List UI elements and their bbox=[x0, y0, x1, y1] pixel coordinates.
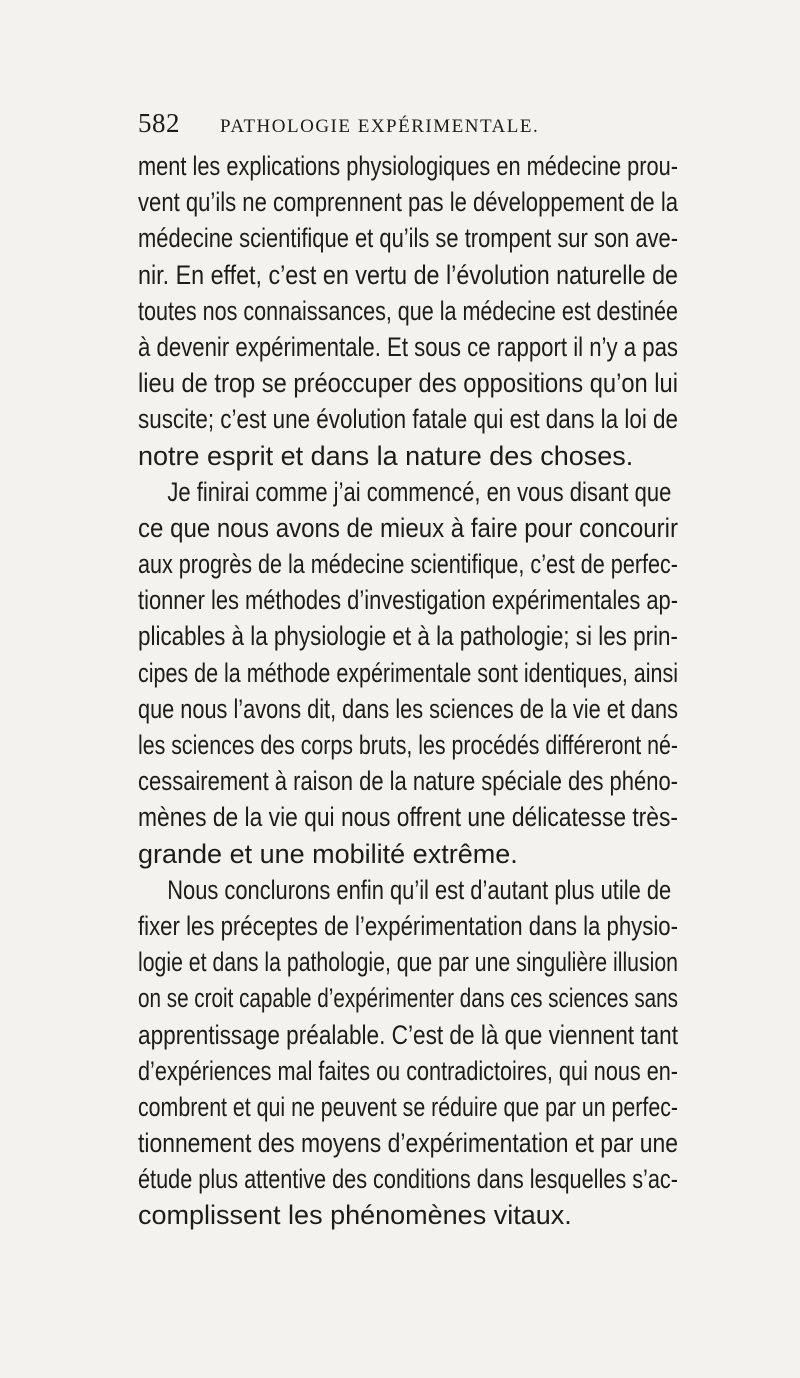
text-line: combrent et qui ne peuvent se réduire que par un perfec- bbox=[138, 1091, 678, 1122]
text-line: tionner les méthodes d’investigation expérimentales ap- bbox=[138, 585, 678, 616]
text-line: cessairement à raison de la nature spéciale des phéno- bbox=[138, 766, 678, 797]
text-line: suscite; c’est une évolution fatale qui est dans la loi de bbox=[138, 404, 678, 435]
text-line: fixer les préceptes de l’expérimentation dans la physio- bbox=[138, 910, 678, 941]
text-line: plicables à la physiologie et à la pathologie; si les prin- bbox=[138, 621, 678, 652]
text-line: on se croit capable d’expérimenter dans ces sciences sans bbox=[138, 983, 678, 1014]
text-line: lieu de trop se préoccuper des oppositions qu’on lui bbox=[138, 368, 678, 399]
page-header bbox=[138, 108, 678, 148]
body-text bbox=[138, 148, 678, 1234]
text-line: ce que nous avons de mieux à faire pour concourir bbox=[138, 512, 678, 543]
text-line: grande et une mobilité extrême. bbox=[138, 838, 518, 869]
text-line: à devenir expérimentale. Et sous ce rapport il n’y a pas bbox=[138, 331, 678, 362]
text-line: que nous l’avons dit, dans les sciences de la vie et dans bbox=[138, 693, 678, 724]
text-line: Nous conclurons enfin qu’il est d’autant plus utile de bbox=[167, 874, 672, 905]
text-line: ment les explications physiologiques en médecine prou- bbox=[138, 151, 678, 181]
text-line: apprentissage préalable. C’est de là que viennent tant bbox=[138, 1019, 678, 1050]
text-line: toutes nos connaissances, que la médecine est destinée bbox=[138, 295, 678, 326]
text-line: Je finirai comme j’ai commencé, en vous disant que bbox=[167, 476, 672, 507]
text-line: aux progrès de la médecine scientifique, c’est de perfec- bbox=[138, 549, 678, 580]
page-number: 582 bbox=[138, 108, 180, 138]
text-line: nir. En effet, c’est en vertu de l’évolution naturelle de bbox=[138, 259, 678, 290]
text-line: médecine scientifique et qu’ils se trompent sur son ave- bbox=[138, 223, 678, 254]
text-line: cipes de la méthode expérimentale sont identiques, ainsi bbox=[138, 657, 678, 688]
text-line: complissent les phénomènes vitaux. bbox=[138, 1200, 572, 1231]
text-line: étude plus attentive des conditions dans lesquelles s’ac- bbox=[138, 1164, 678, 1195]
text-line: vent qu’ils ne comprennent pas le développement de la bbox=[138, 187, 678, 218]
running-head: PATHOLOGIE EXPÉRIMENTALE. bbox=[220, 116, 540, 137]
text-line: mènes de la vie qui nous offrent une délicatesse très- bbox=[138, 802, 678, 833]
text-line: logie et dans la pathologie, que par une singulière illusion bbox=[138, 947, 678, 978]
text-line: d’expériences mal faites ou contradictoires, qui nous en- bbox=[138, 1055, 678, 1086]
text-line: tionnement des moyens d’expérimentation et par une bbox=[138, 1128, 678, 1159]
text-line: notre esprit et dans la nature des choses. bbox=[138, 440, 634, 471]
text-line: les sciences des corps bruts, les procédés différeront né- bbox=[138, 730, 678, 760]
